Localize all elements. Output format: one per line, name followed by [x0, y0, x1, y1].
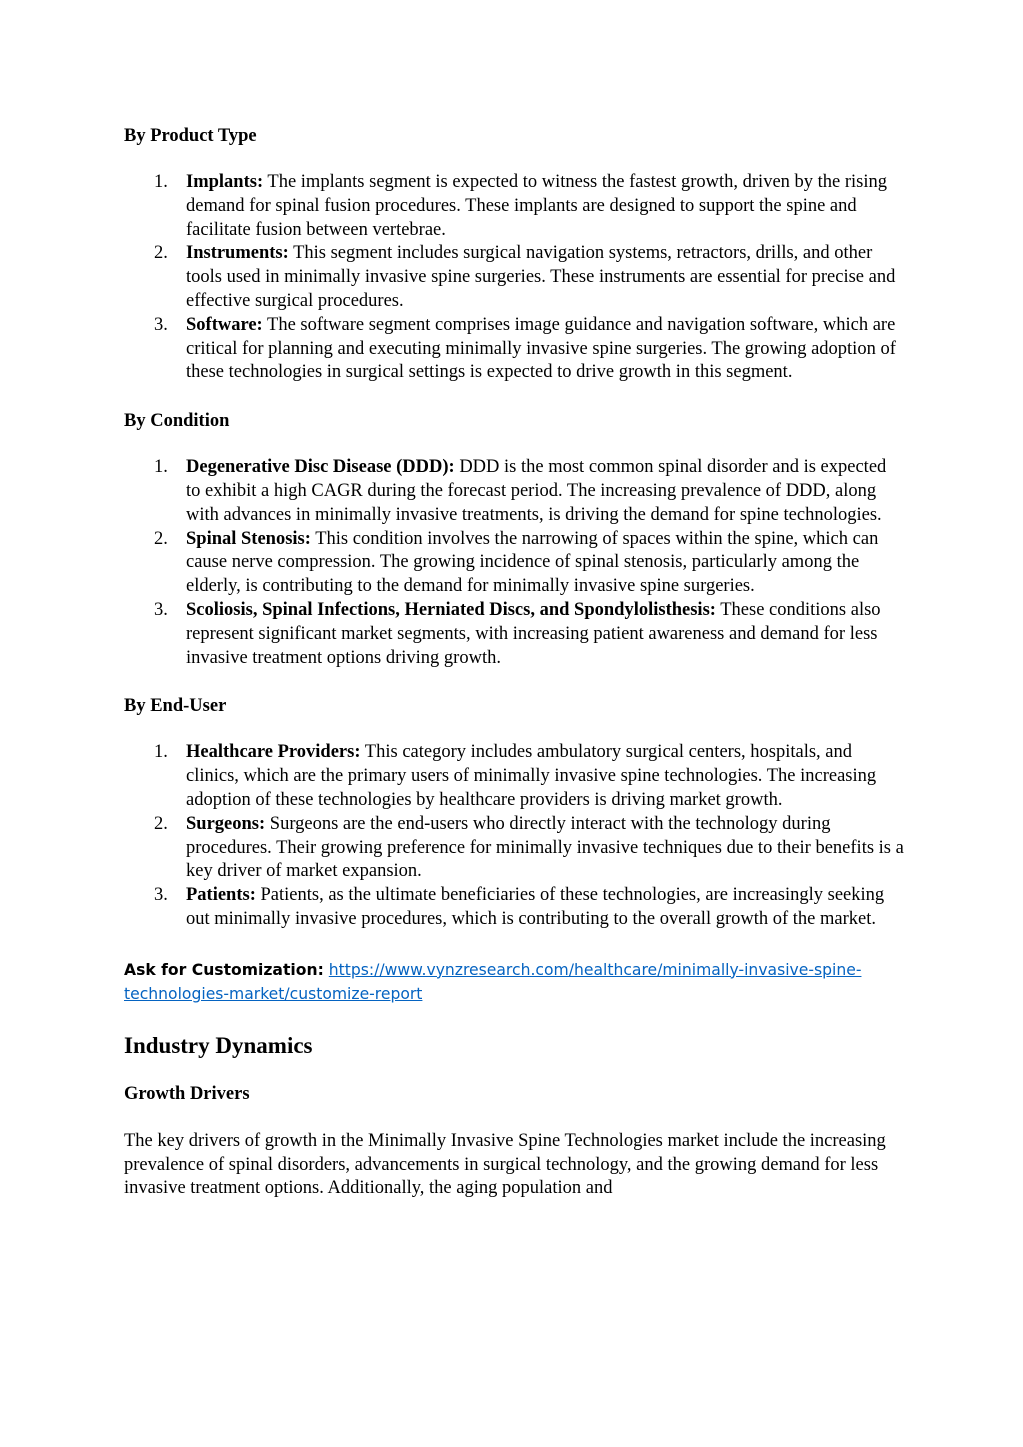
customization-label: Ask for Customization:	[124, 960, 324, 979]
list-number: 3.	[154, 314, 168, 335]
list-text: The software segment comprises image guidance and navigation software, which are critical for planning and executing minimally invasive spine surgeries. The growing adoption of these technologies in surgical settings is expected to drive growth in this segment.	[186, 314, 896, 383]
section-heading-condition: By Condition	[124, 411, 230, 432]
list-item	[124, 599, 904, 670]
list-term: Implants:	[186, 172, 264, 192]
list-term: Spinal Stenosis:	[186, 528, 311, 549]
list-number: 2.	[154, 243, 168, 264]
list-term: Healthcare Providers:	[186, 742, 361, 763]
section-heading-product-type: By Product Type	[124, 126, 257, 146]
list-number: 1.	[154, 457, 168, 478]
list-text: Patients, as the ultimate beneficiaries of these technologies, are increasingly seeking out minimally invasive procedures, which is contributing to the overall growth of the market.	[186, 885, 885, 929]
growth-drivers-heading: Growth Drivers	[124, 1083, 250, 1104]
list-text: DDD is the most common spinal disorder and is expected to exhibit a high CAGR during the forecast period. The increasing prevalence of DDD, along with advances in minimally invasive treatments, is driving the demand for spine technologies.	[186, 457, 887, 525]
list-term: Instruments:	[186, 243, 289, 264]
customization-line	[124, 958, 904, 1006]
list-term: Patients:	[186, 885, 256, 906]
list-item	[124, 741, 904, 812]
list-item	[124, 884, 904, 932]
list-item	[124, 314, 904, 385]
list-text: The implants segment is expected to witness the fastest growth, driven by the rising demand for spinal fusion procedures. These implants are designed to support the spine and facilitate fusion between vertebrae.	[186, 172, 888, 240]
customization-link[interactable]: https://www.vynzresearch.com/healthcare/minimally-invasive-spine-technologies-market/customize-report	[124, 960, 862, 1003]
list-term: Surgeons:	[186, 813, 266, 834]
list-number: 1.	[154, 172, 168, 192]
list-number: 3.	[154, 599, 168, 620]
industry-dynamics-title: Industry Dynamics	[124, 1032, 313, 1058]
list-item	[124, 171, 904, 242]
document-page	[124, 124, 904, 1201]
list-number: 1.	[154, 742, 168, 763]
condition-list	[124, 456, 904, 670]
product-type-list	[124, 171, 904, 385]
list-term: Scoliosis, Spinal Infections, Herniated Discs, and Spondylolisthesis:	[186, 599, 716, 620]
list-text: These conditions also represent significant market segments, with increasing patient awareness and demand for less invasive treatment options driving growth.	[186, 599, 881, 668]
list-text: This condition involves the narrowing of spaces within the spine, which can cause nerve compression. The growing incidence of spinal stenosis, particularly among the elderly, is contributing to the demand for minimally invasive spine surgeries.	[186, 528, 879, 597]
list-item	[124, 528, 904, 599]
list-term: Software:	[186, 314, 263, 335]
growth-drivers-paragraph: The key drivers of growth in the Minimally Invasive Spine Technologies market include the increasing prevalence of spinal disorders, advancements in surgical technology, and the growing demand for less invasive treatment options. Additionally, the aging population and	[124, 1130, 886, 1199]
list-number: 2.	[154, 528, 168, 549]
list-item	[124, 242, 904, 313]
list-item	[124, 813, 904, 884]
list-number: 2.	[154, 813, 168, 834]
list-text: This category includes ambulatory surgical centers, hospitals, and clinics, which are the primary users of minimally invasive spine technologies. The increasing adoption of these technologies by healthcare providers is driving market growth.	[186, 742, 877, 810]
section-heading-end-user: By End-User	[124, 696, 227, 717]
list-item	[124, 456, 904, 527]
list-term: Degenerative Disc Disease (DDD):	[186, 457, 455, 478]
list-text: Surgeons are the end-users who directly interact with the technology during procedures. Their growing preference for minimally invasive techniques due to their benefits is a key driver of market expansion.	[186, 813, 904, 882]
end-user-list	[124, 741, 904, 931]
list-number: 3.	[154, 885, 168, 906]
list-text: This segment includes surgical navigation systems, retractors, drills, and other tools used in minimally invasive spine surgeries. These instruments are essential for precise and effective surgical procedures.	[186, 243, 896, 311]
